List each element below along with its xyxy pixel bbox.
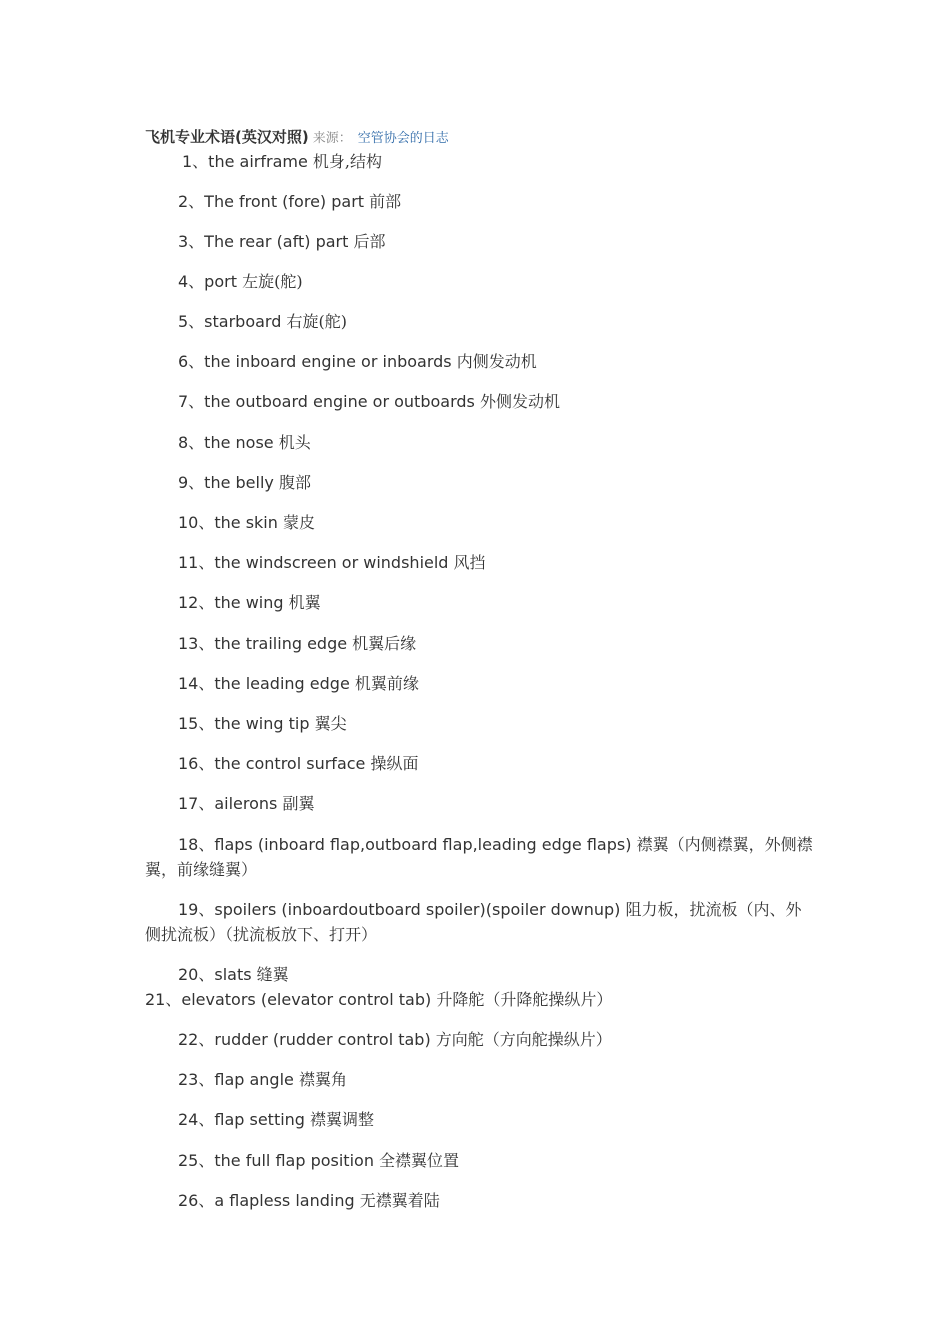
term-chinese: 内侧发动机 (456, 352, 537, 371)
term-english: 11、the windscreen or windshield (178, 553, 454, 572)
term-chinese: 方向舵（方向舵操纵片） (435, 1030, 612, 1049)
term-chinese: 风挡 (453, 553, 486, 572)
term-chinese: 全襟翼位置 (379, 1151, 460, 1170)
term-english: 19、spoilers (inboardoutboard spoiler)(spoiler downup) (178, 900, 626, 919)
term-english: 12、the wing (178, 593, 289, 612)
term-english: 16、the control surface (178, 754, 371, 773)
term-chinese: 机头 (278, 433, 311, 452)
list-item (145, 1027, 813, 1052)
term-english: 22、rudder (rudder control tab) (178, 1030, 436, 1049)
term-english: 15、the wing tip (178, 714, 315, 733)
list-item (145, 470, 813, 495)
term-english: 3、The rear (aft) part (178, 232, 354, 251)
term-chinese: 腹部 (278, 473, 311, 492)
term-chinese: 外侧发动机 (479, 392, 560, 411)
term-chinese: 蒙皮 (282, 513, 315, 532)
term-english: 8、the nose (178, 433, 279, 452)
term-chinese: 机翼 (288, 593, 321, 612)
term-english: 25、the full flap position (178, 1151, 380, 1170)
list-item (145, 430, 813, 455)
list-item (145, 987, 813, 1012)
term-chinese: 襟翼角 (298, 1070, 347, 1089)
list-item (145, 510, 813, 535)
term-chinese: 前部 (369, 192, 402, 211)
list-item (145, 711, 813, 736)
term-chinese: 翼尖 (314, 714, 347, 733)
term-english: 20、slats (178, 965, 257, 984)
term-chinese: 右旋(舵) (286, 312, 347, 331)
source-label: 来源： (312, 131, 352, 146)
list-item (145, 269, 813, 294)
term-english: 23、flap angle (178, 1070, 299, 1089)
list-item (145, 349, 813, 374)
term-english: 14、the leading edge (178, 674, 355, 693)
term-english: 6、the inboard engine or inboards (178, 352, 457, 371)
term-chinese: 襟翼调整 (310, 1110, 375, 1129)
source-link[interactable]: 空管协会的日志 (357, 131, 449, 146)
term-english: 13、the trailing edge (178, 634, 353, 653)
list-item (145, 309, 813, 334)
list-item (145, 590, 813, 615)
list-item (145, 832, 813, 882)
list-item (145, 791, 813, 816)
term-english: 17、ailerons (178, 794, 283, 813)
list-item (145, 229, 813, 254)
term-english: 1、the airframe (182, 152, 313, 171)
list-item (145, 1067, 813, 1092)
term-english: 24、flap setting (178, 1110, 311, 1129)
term-chinese: 机翼前缘 (354, 674, 419, 693)
document-header (145, 127, 449, 149)
term-chinese: 机翼后缘 (352, 634, 417, 653)
term-chinese: 襟翼（内侧襟翼，外侧襟翼，前缘缝翼） (145, 835, 813, 879)
term-english: 10、the skin (178, 513, 283, 532)
term-chinese: 后部 (353, 232, 386, 251)
term-chinese: 无襟翼着陆 (359, 1191, 440, 1210)
term-english: 2、The front (fore) part (178, 192, 370, 211)
list-item (145, 550, 813, 575)
term-english: 21、elevators (elevator control tab) (145, 990, 437, 1009)
list-item (145, 751, 813, 776)
list-item (145, 897, 813, 947)
list-item (145, 189, 813, 214)
term-english: 7、the outboard engine or outboards (178, 392, 480, 411)
term-chinese: 缝翼 (256, 965, 289, 984)
page-title: 飞机专业术语(英汉对照) (145, 128, 309, 146)
list-item (145, 631, 813, 656)
term-english: 26、a flapless landing (178, 1191, 360, 1210)
term-chinese: 机身,结构 (312, 152, 382, 171)
term-english: 5、starboard (178, 312, 287, 331)
term-chinese: 副翼 (282, 794, 315, 813)
list-item (145, 962, 813, 987)
term-chinese: 阻力板，扰流板（内、外侧扰流板）（扰流板放下、打开） (145, 900, 802, 944)
list-item (145, 389, 813, 414)
term-chinese: 操纵面 (370, 754, 419, 773)
list-item (145, 671, 813, 696)
term-english: 4、port (178, 272, 243, 291)
term-chinese: 升降舵（升降舵操纵片） (436, 990, 613, 1009)
term-english: 9、the belly (178, 473, 279, 492)
list-item (145, 1148, 813, 1173)
term-english: 18、flaps (inboard flap,outboard flap,leading edge flaps) (178, 835, 637, 854)
term-chinese: 左旋(舵) (242, 272, 303, 291)
list-item (145, 1107, 813, 1132)
list-item (145, 1188, 813, 1213)
list-item (145, 149, 813, 174)
